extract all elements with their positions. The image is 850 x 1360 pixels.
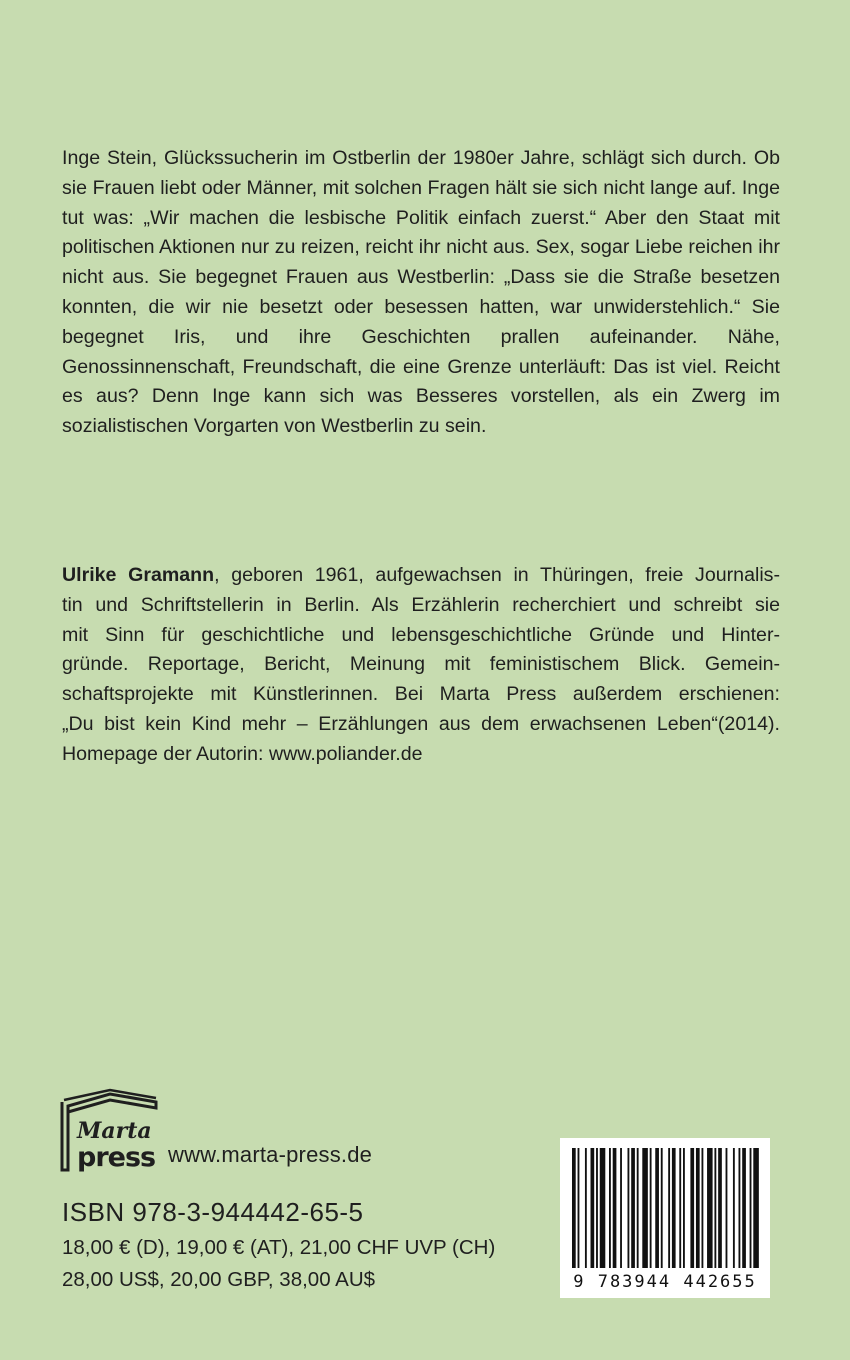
barcode-bar: [642, 1148, 648, 1268]
bio-line: tin und Schriftstellerin in Berlin. Als Erzählerin recherchiert und schreibt sie: [62, 593, 780, 616]
bio-line-rest: , geboren 1961, aufgewachsen in Thüringen, freie Journalis-: [214, 564, 780, 586]
author-name: Ulrike Gramann: [62, 564, 215, 586]
barcode-bar: [739, 1148, 741, 1268]
barcode-bar: [613, 1148, 617, 1268]
marta-press-logo: [60, 1088, 160, 1172]
barcode-bar: [733, 1148, 735, 1268]
barcode-bar: [578, 1148, 580, 1268]
barcode-bar: [696, 1148, 700, 1268]
publisher-url[interactable]: www.marta-press.de: [168, 1142, 373, 1167]
barcode-bar: [707, 1148, 713, 1268]
barcode-bar: [714, 1148, 716, 1268]
barcode-bar: [718, 1148, 722, 1268]
barcode-bar: [679, 1148, 681, 1268]
bio-line: Homepage der Autorin: www.poliander.de: [62, 742, 423, 765]
barcode-bar: [600, 1148, 606, 1268]
barcode-bar: [631, 1148, 635, 1268]
bio-line: schaftsprojekte mit Künstlerinnen. Bei Marta Press außerdem erschienen:: [62, 683, 780, 706]
barcode-bar: [753, 1148, 759, 1268]
barcode-bar: [628, 1148, 630, 1268]
barcode-digits: 9 783944 442655: [573, 1272, 757, 1292]
isbn-barcode: [560, 1138, 770, 1298]
bio-line: „Du bist kein Kind mehr – Erzählungen aus dem erwachsenen Leben“(2014).: [62, 712, 780, 735]
blurb-text: Inge Stein, Glückssucherin im Ostberlin der 1980er Jahre, schlägt sich durch. Ob sie Frauen liebt oder Männer, mit solchen Fragen hält sie sich nicht lange auf. Inge tut was: „Wir machen die lesbische Politik einfach zuerst.“ Aber den Staat mit politischen Aktionen nur zu reizen, reicht ihr nicht aus. Sex, sogar Liebe reichen ihr nicht aus. Sie begegnet Frauen aus Westberlin: „Dass sie die Straße besetzen konnten, die wir nie besetzt oder besessen hatten, war unwiderstehlich.“ Sie begegnet Iris, und ihre Geschichten prallen aufeinander. Nähe, Genossinnenschaft, Freundschaft, die eine Grenze unterläuft: Das ist viel. Reicht es aus? Denn Inge kann sich was Besseres vorstellen, als ein Zwerg im sozialistischen Vorgarten von Westberlin zu sein.: [62, 147, 780, 438]
price-line: 28,00 US$, 20,00 GBP, 38,00 AU$: [62, 1268, 376, 1291]
barcode-bar: [750, 1148, 752, 1268]
barcode-bar: [596, 1148, 598, 1268]
bio-line: [62, 561, 780, 591]
barcode-bar: [661, 1148, 663, 1268]
barcode-bar: [609, 1148, 611, 1268]
barcode-bar: [683, 1148, 685, 1268]
bio-line: gründe. Reportage, Bericht, Meinung mit feministischem Blick. Gemein-: [62, 653, 780, 676]
author-bio: [62, 561, 780, 770]
barcode-bar: [650, 1148, 652, 1268]
barcode-bar: [702, 1148, 704, 1268]
logo-line1: Marta: [77, 1118, 152, 1144]
barcode-bar: [620, 1148, 622, 1268]
barcode-bar: [690, 1148, 694, 1268]
logo-line2: press: [77, 1142, 156, 1172]
price-line: 18,00 € (D), 19,00 € (AT), 21,00 CHF UVP (CH): [62, 1236, 496, 1259]
bio-line: mit Sinn für geschichtliche und lebensgeschichtliche Gründe und Hinter-: [62, 623, 780, 646]
isbn: ISBN 978-3-944442-65-5: [62, 1197, 364, 1227]
barcode-bar: [742, 1148, 746, 1268]
barcode-bar: [637, 1148, 639, 1268]
barcode-bar: [585, 1148, 587, 1268]
barcode-bar: [672, 1148, 676, 1268]
barcode-bar: [668, 1148, 670, 1268]
barcode-bar: [572, 1148, 576, 1268]
barcode-bar: [591, 1148, 595, 1268]
barcode-bar: [726, 1148, 728, 1268]
barcode-bar: [655, 1148, 659, 1268]
